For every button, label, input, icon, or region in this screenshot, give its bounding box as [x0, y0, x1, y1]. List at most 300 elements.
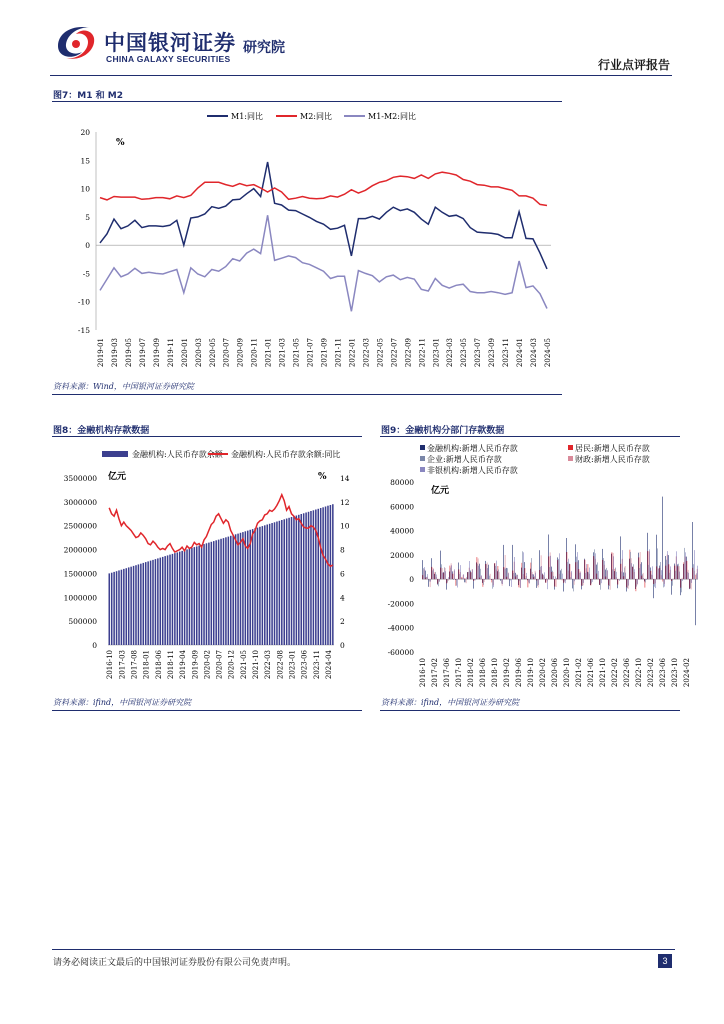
fig7-x-tick: 2020-09	[236, 338, 245, 368]
galaxy-logo-icon	[52, 20, 100, 64]
fig9-bar	[644, 579, 645, 581]
fig9-bar	[577, 562, 578, 580]
fig9-bar	[462, 577, 463, 579]
fig9-bar	[526, 573, 527, 579]
fig9-bar	[666, 566, 667, 580]
fig8-x-tick: 2017-08	[130, 650, 139, 680]
fig9-bar	[551, 567, 552, 580]
fig9-bar	[430, 579, 431, 587]
fig7-legend-m1: M1:同比	[231, 112, 263, 121]
fig9-bar	[507, 577, 508, 580]
fig9-bar	[463, 575, 464, 580]
fig9-bar	[460, 565, 461, 579]
fig9-bar	[458, 563, 459, 580]
fig9-bar	[511, 579, 512, 587]
fig9-bar	[579, 573, 580, 579]
fig9-x-tick: 2017-10	[455, 658, 463, 688]
fig9-bar	[667, 555, 668, 580]
fig9-bar	[478, 566, 479, 580]
fig9-bar	[556, 579, 557, 587]
fig9-bar	[554, 579, 555, 590]
fig9-bar	[464, 579, 465, 582]
fig8-bar	[130, 567, 132, 645]
fig9-bar	[650, 568, 651, 580]
fig9-bar	[645, 579, 646, 582]
fig8-x-tick: 2017-03	[118, 650, 127, 680]
fig9-bar	[664, 579, 665, 584]
fig9-bar	[642, 576, 643, 580]
fig9-bar	[616, 572, 617, 579]
fig7-x-tick: 2023-07	[474, 338, 483, 368]
fig9-bar	[603, 558, 604, 579]
fig8-bar	[266, 525, 268, 646]
fig9-bar	[637, 579, 638, 585]
fig9-bar	[668, 555, 669, 579]
fig7-x-tick: 2020-11	[250, 338, 259, 368]
fig9-bar	[568, 571, 569, 580]
fig8-bar	[213, 541, 215, 645]
fig9-bar	[572, 579, 573, 588]
fig9-bar	[532, 572, 533, 579]
fig9-bar	[666, 560, 667, 580]
fig9-bar	[508, 573, 509, 579]
fig9-bar	[440, 551, 441, 580]
fig9-bar	[687, 561, 688, 579]
fig9-bar	[543, 575, 544, 580]
fig9-bar	[688, 570, 689, 579]
fig8-bar	[259, 527, 261, 645]
fig8-bar	[152, 560, 154, 645]
fig9-bar	[585, 560, 586, 579]
fig9-unit-label: 亿元	[431, 486, 450, 496]
fig9-bar	[426, 577, 427, 579]
fig9-bar	[437, 579, 438, 585]
fig8-bar	[308, 512, 310, 645]
fig9-bar	[655, 579, 656, 588]
fig9-bar	[643, 573, 644, 579]
fig9-bar	[609, 579, 610, 586]
fig7-x-tick: 2019-03	[110, 338, 119, 368]
fig9-bar	[504, 568, 505, 579]
fig9-bar	[585, 573, 586, 579]
fig9-bar	[483, 579, 484, 585]
fig8-bar	[172, 554, 174, 645]
fig8-bar	[186, 549, 188, 645]
fig9-bar	[543, 575, 544, 579]
header-rule	[50, 75, 672, 76]
fig9-y-tick: -60000	[387, 648, 414, 657]
fig8-bar	[271, 523, 273, 645]
fig8-x-tick: 2021-10	[252, 650, 261, 680]
fig9-bar	[499, 572, 500, 579]
fig9-bar	[694, 571, 695, 580]
fig7-x-tick: 2020-03	[194, 338, 203, 368]
fig9-bar	[679, 566, 680, 579]
fig9-bar	[508, 572, 509, 579]
fig9-bar	[624, 568, 625, 580]
fig9-bar	[621, 572, 622, 580]
fig9-bar	[672, 579, 673, 586]
fig9-x-tick: 2017-02	[431, 658, 439, 688]
fig7-series-line-0	[100, 162, 547, 269]
fig8-bar	[220, 539, 222, 645]
fig9-legend-nonbank: 非银机构:新增人民币存款	[427, 466, 518, 475]
fig9-bar	[687, 572, 688, 579]
fig9-bar	[615, 569, 616, 579]
fig9-bar	[647, 533, 648, 579]
fig9-bar	[643, 578, 644, 579]
fig7-unit-label: %	[116, 138, 125, 148]
fig9-bar	[581, 579, 582, 589]
fig7-chart	[50, 104, 565, 374]
fig9-bar	[424, 569, 425, 579]
fig8-bar	[232, 535, 234, 645]
fig8-bar	[300, 514, 302, 645]
fig9-bar	[680, 579, 681, 595]
fig9-bar	[552, 571, 553, 580]
fig7-legend	[207, 111, 416, 121]
fig9-bar	[427, 577, 428, 580]
fig9-x-tick: 2019-02	[503, 658, 511, 688]
fig9-bar	[580, 571, 581, 579]
fig9-bar	[661, 575, 662, 579]
fig9-bar	[671, 579, 672, 595]
fig8-bar	[240, 533, 242, 645]
fig9-bar	[520, 579, 521, 588]
fig9-bar	[697, 569, 698, 579]
fig8-right-tick: 2	[340, 617, 345, 627]
fig9-bar	[432, 567, 433, 579]
fig7-x-tick: 2019-07	[138, 338, 147, 368]
fig9-y-tick: 0	[409, 575, 414, 585]
fig9-bar	[558, 559, 559, 579]
fig7-series-line-1	[100, 172, 547, 205]
fig7-y-tick: -10	[77, 297, 90, 307]
fig9-bar	[555, 577, 556, 580]
fig9-bar	[552, 572, 553, 579]
fig9-bar	[550, 552, 551, 579]
fig8-bar	[164, 556, 166, 645]
fig9-bar	[426, 578, 427, 580]
fig9-bar	[422, 560, 423, 579]
fig9-x-tick: 2018-06	[479, 658, 487, 688]
fig9-bar	[480, 569, 481, 579]
fig9-bar	[430, 579, 431, 582]
fig9-bar	[544, 572, 545, 579]
fig9-y-tick: 20000	[390, 550, 414, 560]
fig9-bar	[444, 573, 445, 579]
fig9-bar	[522, 563, 523, 579]
fig9-bar	[535, 571, 536, 579]
fig8-bar	[150, 561, 152, 645]
fig9-bar	[599, 579, 600, 585]
fig8-legend-yoy: 金融机构:人民币存款余额:同比	[231, 450, 341, 459]
fig8-bar	[327, 506, 329, 645]
fig9-y-tick: 40000	[390, 526, 414, 536]
fig9-bar	[629, 559, 630, 579]
fig9-bar	[681, 579, 682, 588]
fig8-right-unit: %	[318, 472, 327, 482]
fig9-bar	[669, 573, 670, 579]
fig8-bar	[196, 546, 198, 645]
fig8-bar	[169, 555, 171, 645]
fig7-legend-diff: M1-M2:同比	[368, 112, 416, 121]
fig9-bar	[636, 579, 637, 587]
fig9-bar	[591, 579, 592, 585]
fig9-bar	[482, 579, 483, 583]
fig9-bar	[448, 577, 449, 579]
fig7-y-tick: -15	[77, 326, 90, 335]
fig8-bar	[155, 559, 157, 645]
fig9-bar	[515, 573, 516, 579]
fig8-bar	[145, 562, 147, 645]
fig9-bar	[501, 579, 502, 584]
fig7-x-tick: 2024-01	[516, 338, 525, 368]
fig9-bar	[653, 579, 654, 598]
fig9-bar	[457, 579, 458, 580]
fig9-bar	[652, 566, 653, 579]
fig9-bar	[520, 579, 521, 588]
fig9-bar	[490, 574, 491, 579]
fig9-bar	[601, 579, 602, 583]
brand-name-cn: 中国银河证券	[104, 31, 236, 55]
fig8-x-tick: 2018-01	[142, 650, 151, 680]
fig9-bar	[590, 579, 591, 585]
fig9-bar	[639, 568, 640, 579]
fig9-bar	[690, 579, 691, 588]
fig8-bar	[330, 505, 332, 645]
fig9-bar	[541, 566, 542, 579]
fig9-x-tick: 2023-06	[659, 658, 667, 688]
fig9-bar	[620, 536, 621, 579]
fig9-x-tick: 2018-10	[491, 658, 499, 688]
fig9-bar	[493, 579, 494, 585]
fig9-bar	[453, 574, 454, 579]
fig9-bar	[433, 569, 434, 579]
fig9-bar	[454, 569, 455, 579]
fig9-bar	[447, 579, 448, 583]
fig9-bar	[495, 566, 496, 579]
fig9-bar	[487, 563, 488, 580]
fig9-x-tick: 2019-10	[527, 658, 535, 688]
fig9-bar	[695, 579, 696, 625]
fig9-x-tick: 2024-02	[683, 658, 691, 688]
fig9-bar	[662, 497, 663, 580]
fig9-bar	[609, 579, 610, 585]
fig9-bar	[548, 535, 549, 580]
fig8-bar	[252, 529, 254, 645]
fig9-bar	[682, 578, 683, 579]
fig9-bar	[484, 579, 485, 582]
fig9-y-tick: -20000	[387, 599, 414, 609]
fig9-bar	[529, 579, 530, 583]
fig9-bar	[633, 564, 634, 579]
fig9-bar	[475, 578, 476, 579]
fig9-x-tick: 2020-06	[551, 658, 559, 688]
fig9-bar	[607, 571, 608, 580]
fig9-bar	[659, 566, 660, 580]
fig9-bar	[507, 568, 508, 579]
fig9-bar	[623, 572, 624, 579]
fig8-right-tick: 4	[340, 593, 345, 603]
fig9-bar	[544, 577, 545, 580]
fig8-bar	[298, 515, 300, 645]
fig9-bar	[678, 566, 679, 579]
fig9-bar	[531, 563, 532, 580]
fig9-bar	[626, 579, 627, 591]
fig8-bar	[126, 568, 128, 645]
fig9-bar	[534, 577, 535, 579]
fig7-x-tick: 2020-01	[180, 338, 189, 368]
fig9-bar	[594, 556, 595, 579]
fig7-title: 图7：M1 和 M2	[53, 91, 123, 101]
fig8-bar	[218, 540, 220, 645]
fig9-bar	[600, 579, 601, 585]
page-number: 3	[658, 954, 672, 968]
fig9-bar	[468, 572, 469, 579]
fig9-bar	[445, 571, 446, 579]
fig9-bar	[630, 550, 631, 579]
fig7-x-tick: 2023-03	[446, 338, 455, 368]
fig7-y-tick: 5	[85, 212, 90, 222]
fig8-bar	[288, 518, 290, 645]
fig9-bar	[546, 578, 547, 579]
fig8-bar	[160, 558, 162, 645]
fig8-left-tick: 3000000	[63, 497, 97, 507]
fig8-x-tick: 2019-09	[191, 650, 200, 680]
fig7-x-tick: 2024-05	[544, 338, 552, 368]
fig9-bar	[604, 565, 605, 579]
fig9-bar	[502, 579, 503, 586]
fig9-bar	[606, 568, 607, 579]
fig9-bar	[467, 572, 468, 579]
fig9-legend	[420, 443, 650, 475]
fig9-bar	[679, 572, 680, 580]
fig9-bar	[621, 564, 622, 579]
fig9-bar	[462, 578, 463, 579]
fig8-bar	[203, 544, 205, 645]
fig9-bar	[538, 579, 539, 585]
fig8-bar	[128, 567, 130, 645]
fig9-bar	[537, 579, 538, 580]
fig9-bar	[586, 564, 587, 579]
fig8-bar	[276, 522, 278, 646]
fig8-bar	[245, 531, 247, 645]
fig9-bar	[664, 579, 665, 587]
fig9-bar	[696, 575, 697, 579]
fig9-bar	[423, 568, 424, 579]
fig9-bar	[587, 572, 588, 579]
fig9-bar	[588, 564, 589, 579]
fig9-bar	[549, 556, 550, 579]
fig9-bar	[536, 579, 537, 588]
fig9-bar	[435, 572, 436, 579]
fig9-bar	[573, 579, 574, 591]
fig9-bar	[425, 571, 426, 580]
fig9-bar	[634, 572, 635, 579]
institute-name: 研究院	[243, 40, 285, 56]
fig9-bar	[496, 561, 497, 580]
fig8-bar	[235, 534, 237, 645]
fig9-bar	[649, 551, 650, 579]
fig9-bar	[463, 574, 464, 579]
fig8-bar	[228, 537, 230, 645]
fig8-bar	[201, 545, 203, 645]
fig9-bar	[684, 562, 685, 579]
fig9-bar	[514, 562, 515, 579]
fig9-bar	[578, 560, 579, 579]
fig9-bar	[498, 570, 499, 580]
fig9-bar	[696, 573, 697, 579]
fig9-bar	[468, 572, 469, 579]
fig9-bar	[541, 555, 542, 579]
fig9-bar	[676, 556, 677, 579]
fig7-x-tick: 2022-09	[404, 338, 413, 368]
fig8-x-tick: 2018-11	[166, 650, 175, 680]
fig9-bar	[518, 579, 519, 585]
fig9-bar	[483, 579, 484, 587]
fig9-bar	[474, 579, 475, 581]
fig9-bar	[529, 579, 530, 583]
fig7-x-tick: 2020-07	[222, 338, 231, 368]
fig7-x-tick: 2022-01	[348, 338, 357, 368]
fig9-bar	[436, 575, 437, 580]
fig9-bar	[610, 579, 611, 580]
fig9-bar	[589, 568, 590, 580]
fig9-bar	[505, 555, 506, 579]
fig7-x-tick: 2021-11	[334, 338, 343, 368]
fig9-bar	[693, 568, 694, 579]
fig9-x-tick: 2020-02	[539, 658, 547, 688]
fig7-x-tick: 2023-09	[488, 338, 497, 368]
fig8-x-tick: 2018-06	[154, 650, 163, 680]
footer-rule	[52, 949, 675, 950]
fig8-bar	[332, 504, 334, 645]
fig8-right-tick: 10	[340, 521, 350, 531]
fig8-bar	[189, 549, 191, 645]
fig9-bar	[427, 574, 428, 579]
fig9-bar	[657, 548, 658, 579]
fig9-bar	[625, 566, 626, 579]
fig7-x-tick: 2020-05	[208, 338, 217, 368]
fig9-bar	[663, 579, 664, 587]
fig9-bar	[628, 579, 629, 589]
fig9-bar	[457, 579, 458, 587]
fig8-bar	[237, 534, 239, 645]
fig9-bar	[654, 579, 655, 584]
fig9-bar	[433, 568, 434, 579]
fig9-bar	[591, 579, 592, 583]
fig8-bar	[249, 530, 251, 645]
fig9-legend-household: 居民:新增人民币存款	[575, 444, 650, 453]
fig8-bar	[162, 557, 164, 645]
fig9-bar	[478, 558, 479, 579]
fig9-bar	[504, 567, 505, 579]
fig9-bar	[636, 579, 637, 591]
fig9-bar	[616, 577, 617, 579]
fig9-bar	[588, 572, 589, 579]
fig9-bar	[638, 553, 639, 580]
fig9-bar	[646, 579, 647, 580]
fig9-bar	[445, 568, 446, 579]
fig9-bar	[553, 576, 554, 579]
fig7-y-tick: 20	[80, 128, 90, 137]
fig9-bar	[519, 579, 520, 581]
fig9-bar	[584, 559, 585, 579]
fig8-bar	[198, 546, 200, 645]
footer-disclaimer: 请务必阅读正文最后的中国银河证券股份有限公司免责声明。	[53, 958, 297, 968]
fig9-bar	[622, 559, 623, 579]
